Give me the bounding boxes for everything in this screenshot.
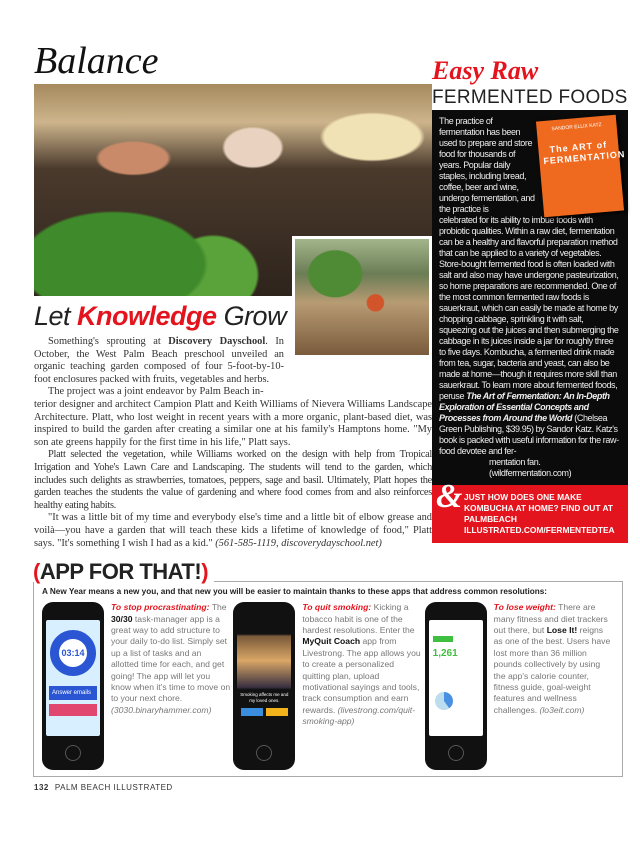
paragraph: Platt selected the vegetation, while Williams worked on the design with help from Tropical Irrigation and Yohe's Lawn Care and Landscaping. The students will tend to the garden, which includes such delights as strawberries, tomatoes, peppers, sage and basil. Ultimately, Platt hopes the garden teaches the students the value of gardening and where food comes from and also reinforces healthy eating habits. [34,449,432,511]
phone-screen [237,620,291,736]
kombucha-callout [432,478,628,543]
app-link: (lo3eit.com) [539,704,585,715]
phone-30-30-app [42,602,104,770]
apps-section-title [33,560,214,584]
calorie-count: 1,261 [432,648,458,660]
app-description-30-30 [111,602,231,716]
title-part: Let [34,301,78,331]
app-description-lose-it [494,602,614,716]
screen-button [241,708,263,716]
nutrient-pie [435,692,453,710]
task-item: Answer emails [49,686,97,700]
app-link: (livestrong.com/quit-smoking-app) [302,704,416,727]
home-button [448,745,464,761]
book-reference: The Art of Fermentation: An In-Depth Exploration of Essential Concepts and Processes from Around the World [439,391,610,423]
app-heading: To stop procrastinating: [111,602,210,613]
title-part: Grow [216,301,287,331]
screen-button [266,708,288,716]
app-link: (3030.binaryhammer.com) [111,704,212,715]
article-column [0,0,432,550]
paren: ) [201,559,209,585]
title-emphasis: Knowledge [77,301,217,331]
text: There are many fitness and diet trackers out there, but [493,602,608,635]
title-text: APP FOR THAT! [39,559,202,585]
app-heading: To lose weight: [493,602,556,613]
apps-list [42,602,616,770]
app-name: MyQuit Coach [302,636,361,647]
article-body [34,336,432,550]
text: (Chelsea Green Publishing, $39.95) by Sandor Katz. Katz's book is packed with useful information for the raw-food devotee and fer- [439,413,619,456]
sidebar-kicker: Easy Raw [432,56,539,85]
publication-name: PALM BEACH ILLUSTRATED [54,783,173,793]
phone-screen [429,620,483,736]
sidebar-text [439,215,621,457]
ampersand-icon: & [436,478,463,515]
book-title: The ART of FERMENTATION [543,139,626,167]
contact-reference: (561-585-1119, discoverydayschool.net) [215,537,382,549]
sidebar-text: mentation fan. (wildfermentation.com) [489,457,572,478]
sidebar-text: The practice of fermentation has been used to prepare and store food for thousands of years. Popular daily staples, including bread, coffee, beer and wine, undergo fermentation, and the practice is [439,116,535,214]
paragraph: terior designer and architect Campion Platt and Keith Williams of Nievera Williams Landscape Architecture. Platt, who lost weight in recent years with a more organic, plant-based diet, was inspired to build the garden after creating a similar one at his family's Hamptons home. "My son ate greens happily for the first time in his life," Platt says. [34,398,432,448]
paragraph: The project was a joint endeavor by Palm Beach in- [48,386,264,398]
text: The [209,602,227,613]
phone-lose-it-app [425,602,487,770]
apps-section-frame [33,582,623,777]
task-item [49,704,97,716]
page-number: 132 [34,783,49,793]
phone-screen [46,620,100,736]
calorie-bar [433,636,453,642]
callout-text: JUST HOW DOES ONE MAKE KOMBUCHA AT HOME? FIND OUT AT PALMBEACH ILLUSTRATED.COM/FERMENTEDTEA [464,492,615,535]
phone-myquit-app [233,602,295,770]
fermented-foods-sidebar [432,110,628,543]
text: celebrated for its ability to imbue foods with probiotic qualities. Within a raw diet, fermentation can be a healthy and flavorful preparation method that can be applied to a variety of vegetables. Store-bought fermented food is often loaded with salt and also may have undergone pasteurization, so home preparations are recommended. One of the most common fermented raw foods is sauerkraut, which can easily be made at home by chopping cabbage, sprinkling it with salt, squeezing out the juices and then submerging the cabbage in its juices inside a jar for roughly three to five days. Kombucha, a fermented drink made from tea, sugar, bacteria and yeast, can also be made at home—though it requires more skill than sauerkraut. To learn more about fermented foods, peruse [439,215,619,401]
text: Something's sprouting at [48,336,169,347]
paren: ( [33,559,40,585]
section-title: Balance [34,40,159,82]
app-name: 30/30 [111,613,133,624]
sidebar-title: FERMENTED FOODS [432,87,628,108]
app-description-myquit [302,602,422,727]
home-button [256,745,272,761]
divider [214,581,623,582]
apps-intro: A New Year means a new you, and that new you will be easier to maintain thanks to these apps that address common resolutions: [42,587,548,597]
raised-garden-beds-photo [292,236,432,358]
book-cover-image [536,115,624,218]
apps-header [33,560,623,584]
text: "It was a little bit of my time and everybody else's time and a little bit of elbow grease and voilà—you have a garden that will teach these kids a lifetime of knowledge of food," Platt says. "It's something I wish I had as a kid." [34,512,432,549]
app-name: Lose It! [546,624,578,635]
home-button [65,745,81,761]
timer-ring: 03:14 [50,630,96,676]
paragraph [34,512,432,550]
text: task-manager app is a great way to add structure to your daily to-do list. Simply set up a list of tasks and an allotted time for each, and get going! The app will let you know when it's time to move on to your next chore. [111,613,231,704]
text: Kicking a tobacco habit is one of the hardest resolutions. Enter the [302,602,415,635]
text: app from Livestrong. The app allows you to create a personalized quitting plan, upload motivational sayings and tools, track consumption and earn rewards. [302,636,421,715]
paragraph [34,336,284,386]
app-item-myquit [233,602,424,770]
school-name: Discovery Dayschool [168,336,266,347]
book-author: SANDOR ELLIX KATZ [551,121,602,133]
page-footer [34,782,640,794]
photo-area [34,84,432,296]
app-item-lose-it [425,602,616,770]
app-heading: To quit smoking: [302,602,372,613]
sidebar-column [432,56,628,543]
text: reigns as one of the best. Users have lost more than 36 million pounds collectively by using the app's calorie counter, fitness guide, goal-weight features and wellness challenges. [493,624,611,715]
screen-caption: Smoking affects me and my loved ones. [240,692,289,704]
app-item-30-30 [42,602,233,770]
apps-section [33,560,623,777]
text: . In October, the West Palm Beach preschool unveiled an organic teaching garden composed of four 5-foot-by-10-foot enclosures packed with fruits, vegetables and herbs. [34,336,285,385]
